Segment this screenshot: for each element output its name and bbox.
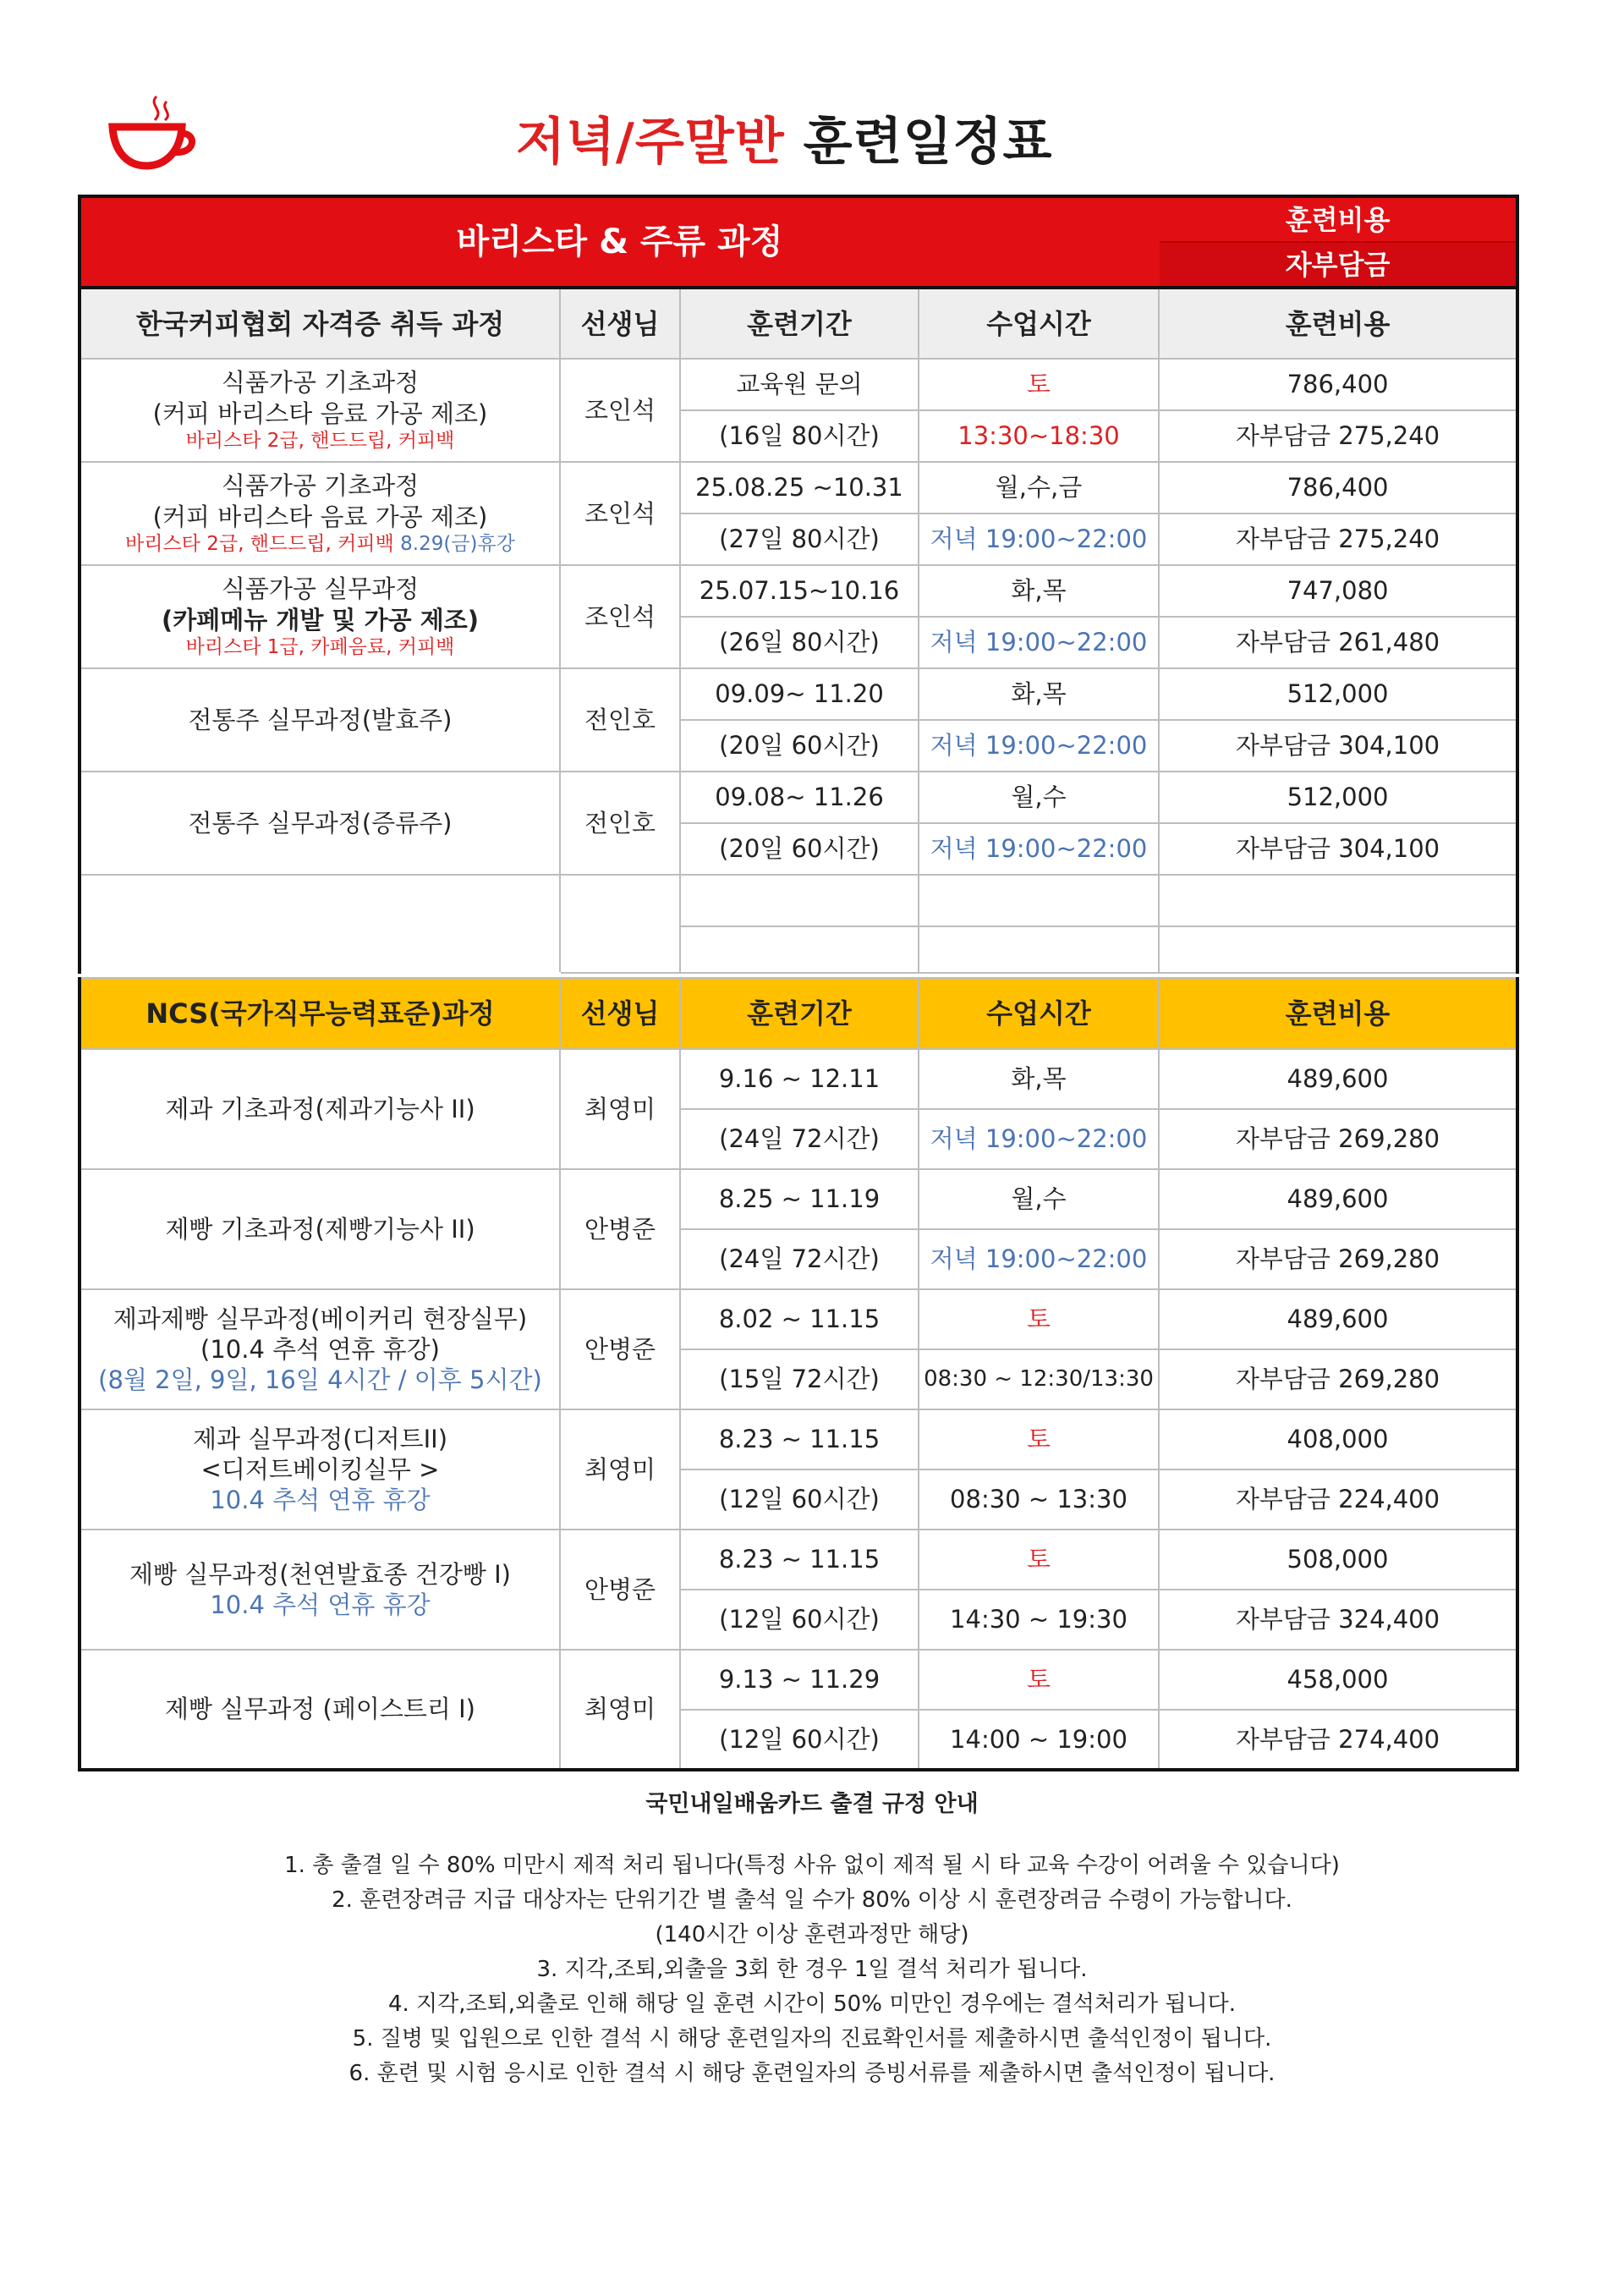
cost: 786,400 <box>1159 462 1517 514</box>
self-pay: 자부담금 224,400 <box>1159 1469 1517 1530</box>
rule-item: 3. 지각,조퇴,외출을 3회 한 경우 1일 결석 처리가 됩니다. <box>536 1957 1088 1982</box>
class-day: 월,수 <box>919 772 1159 823</box>
table-row <box>80 1650 1517 1710</box>
duration: (20일 60시간) <box>680 720 919 772</box>
period: 8.02 ~ 11.15 <box>680 1289 919 1349</box>
teacher: 전인호 <box>560 772 680 875</box>
teacher: 전인호 <box>560 668 680 772</box>
class-day: 토 <box>919 359 1159 410</box>
class-time: 08:30 ~ 12:30/13:30 <box>919 1349 1159 1409</box>
col-header-course: 한국커피협회 자격증 취득 과정 <box>80 288 560 359</box>
rule-item: 5. 질병 및 입원으로 인한 결석 시 해당 훈련일자의 진료확인서를 제출하시면 출석인정이 됩니다. <box>352 2026 1272 2052</box>
self-pay: 자부담금 324,400 <box>1159 1590 1517 1650</box>
class-day: 화,목 <box>919 668 1159 720</box>
class-day: 토 <box>919 1650 1159 1710</box>
cost: 747,080 <box>1159 565 1517 617</box>
period: 09.08~ 11.26 <box>680 772 919 823</box>
class-day: 토 <box>919 1530 1159 1590</box>
duration: (12일 60시간) <box>680 1590 919 1650</box>
col-header-cost: 훈련비용 <box>1159 978 1517 1049</box>
course-note-text: 바리스타 2급, 핸드드립, 커피백 <box>125 532 394 555</box>
col-header-period: 훈련기간 <box>680 978 919 1049</box>
course-subtitle: <디저트베이킹실무 > <box>200 1454 440 1484</box>
notice-title: 국민내일배움카드 출결 규정 안내 <box>645 1791 979 1817</box>
table-row <box>80 565 1517 617</box>
table-row <box>80 1169 1517 1229</box>
self-pay-label: 자부담금 <box>1159 242 1517 288</box>
cost: 512,000 <box>1159 668 1517 720</box>
self-pay: 자부담금 304,100 <box>1159 823 1517 875</box>
self-pay: 자부담금 275,240 <box>1159 514 1517 565</box>
self-pay: 자부담금 269,280 <box>1159 1349 1517 1409</box>
class-time: 저녁 19:00~22:00 <box>919 1109 1159 1169</box>
course-note: 10.4 추석 연휴 휴강 <box>210 1486 431 1515</box>
cost: 489,600 <box>1159 1049 1517 1109</box>
empty-cell <box>560 875 680 973</box>
class-time: 저녁 19:00~22:00 <box>919 823 1159 875</box>
course-name-cell <box>80 1409 560 1530</box>
teacher: 안병준 <box>560 1530 680 1650</box>
duration: (27일 80시간) <box>680 514 919 565</box>
course-note-extra: 8.29(금)휴강 <box>400 532 515 555</box>
self-pay: 자부담금 269,280 <box>1159 1109 1517 1169</box>
col-header-teacher: 선생님 <box>560 288 680 359</box>
duration: (16일 80시간) <box>680 410 919 462</box>
empty-row <box>80 875 1517 926</box>
rule-item: 4. 지각,조퇴,외출로 인해 해당 일 훈련 시간이 50% 미만인 경우에는 결석처리가 됩니다. <box>387 1991 1236 2017</box>
teacher: 최영미 <box>560 1409 680 1530</box>
empty-cell <box>680 926 919 973</box>
table-row <box>80 1049 1517 1109</box>
course-note: 10.4 추석 연휴 휴강 <box>210 1590 431 1619</box>
cost: 512,000 <box>1159 772 1517 823</box>
teacher: 조인석 <box>560 359 680 462</box>
table-row <box>80 1289 1517 1349</box>
rule-item: (140시간 이상 훈련과정만 해당) <box>655 1922 969 1947</box>
teacher: 안병준 <box>560 1169 680 1289</box>
self-pay: 자부담금 261,480 <box>1159 617 1517 668</box>
coffee-cup-icon <box>106 93 199 173</box>
course-name: 제빵 실무과정 (페이스트리 I) <box>80 1650 560 1770</box>
course-name-cell <box>80 462 560 565</box>
period: 9.16 ~ 12.11 <box>680 1049 919 1109</box>
duration: (24일 72시간) <box>680 1109 919 1169</box>
self-pay: 자부담금 304,100 <box>1159 720 1517 772</box>
empty-cell <box>680 875 919 926</box>
duration: (15일 72시간) <box>680 1349 919 1409</box>
class-time: 저녁 19:00~22:00 <box>919 1229 1159 1289</box>
course-name: 제빵 실무과정(천연발효종 건강빵 I) <box>129 1559 512 1589</box>
course-name-cell <box>80 359 560 462</box>
course-name: 제빵 기초과정(제빵기능사 II) <box>80 1169 560 1289</box>
class-time: 14:00 ~ 19:00 <box>919 1710 1159 1770</box>
course-note <box>81 532 559 557</box>
class-day: 화,목 <box>919 565 1159 617</box>
self-pay: 자부담금 269,280 <box>1159 1229 1517 1289</box>
cost: 458,000 <box>1159 1650 1517 1710</box>
course-subtitle: (커피 바리스타 음료 가공 제조) <box>152 398 488 428</box>
class-day: 토 <box>919 1409 1159 1469</box>
period: 25.07.15~10.16 <box>680 565 919 617</box>
col-header-cost: 훈련비용 <box>1159 288 1517 359</box>
duration: (12일 60시간) <box>680 1710 919 1770</box>
page-title <box>516 102 1052 174</box>
course-name: 전통주 실무과정(발효주) <box>80 668 560 772</box>
period: 09.09~ 11.20 <box>680 668 919 720</box>
cost: 489,600 <box>1159 1289 1517 1349</box>
title-dark-part: 훈련일정표 <box>803 113 1053 172</box>
course-name: 식품가공 기초과정 <box>221 471 420 501</box>
course-note: 바리스타 2급, 핸드드립, 커피백 <box>185 429 455 452</box>
duration: (26일 80시간) <box>680 617 919 668</box>
table-row <box>80 1530 1517 1590</box>
class-time: 13:30~18:30 <box>919 410 1159 462</box>
course-name-cell <box>80 1289 560 1409</box>
cost: 489,600 <box>1159 1169 1517 1229</box>
teacher: 조인석 <box>560 565 680 668</box>
table-row <box>80 772 1517 823</box>
title-red-part: 저녁/주말반 <box>516 113 785 172</box>
section-band-title: 바리스타 & 주류 과정 <box>80 196 1159 288</box>
course-note: (8월 2일, 9일, 16일 4시간 / 이후 5시간) <box>98 1365 542 1395</box>
empty-cell <box>80 875 560 973</box>
course-name: 제과제빵 실무과정(베이커리 현장실무) <box>112 1304 528 1333</box>
cost: 508,000 <box>1159 1530 1517 1590</box>
class-day: 화,목 <box>919 1049 1159 1109</box>
course-name: 제과 실무과정(디저트II) <box>192 1424 448 1453</box>
class-day: 월,수,금 <box>919 462 1159 514</box>
empty-cell <box>1159 875 1517 926</box>
period: 8.23 ~ 11.15 <box>680 1530 919 1590</box>
empty-cell <box>919 875 1159 926</box>
col-header-course: NCS(국가직무능력표준)과정 <box>80 978 560 1049</box>
class-time: 14:30 ~ 19:30 <box>919 1590 1159 1650</box>
course-name: 식품가공 기초과정 <box>221 368 420 398</box>
course-name-cell <box>80 1530 560 1650</box>
period: 8.25 ~ 11.19 <box>680 1169 919 1229</box>
period: 교육원 문의 <box>680 359 919 410</box>
rule-item: 6. 훈련 및 시험 응시로 인한 결석 시 해당 훈련일자의 증빙서류를 제출하시면 출석인정이 됩니다. <box>348 2061 1276 2086</box>
rule-item: 1. 총 출결 일 수 80% 미만시 제적 처리 됩니다(특정 사유 없이 제적 될 시 타 교육 수강이 어려울 수 있습니다) <box>284 1853 1340 1878</box>
duration: (12일 60시간) <box>680 1469 919 1530</box>
period: 8.23 ~ 11.15 <box>680 1409 919 1469</box>
course-note: 바리스타 1급, 카페음료, 커피백 <box>185 635 455 658</box>
course-name: 제과 기초과정(제과기능사 II) <box>80 1049 560 1169</box>
self-pay: 자부담금 275,240 <box>1159 410 1517 462</box>
empty-cell <box>919 926 1159 973</box>
rule-item: 2. 훈련장려금 지급 대상자는 단위기간 별 출석 일 수가 80% 이상 시 훈련장려금 수령이 가능합니다. <box>332 1887 1292 1913</box>
cost: 408,000 <box>1159 1409 1517 1469</box>
duration: (20일 60시간) <box>680 823 919 875</box>
class-time: 저녁 19:00~22:00 <box>919 720 1159 772</box>
class-day: 월,수 <box>919 1169 1159 1229</box>
duration: (24일 72시간) <box>680 1229 919 1289</box>
self-pay: 자부담금 274,400 <box>1159 1710 1517 1770</box>
col-header-teacher: 선생님 <box>560 978 680 1049</box>
attendance-rules <box>0 1848 1624 2091</box>
table-row <box>80 462 1517 514</box>
course-name-cell <box>80 565 560 668</box>
cost: 786,400 <box>1159 359 1517 410</box>
course-subtitle: (10.4 추석 연휴 휴강) <box>200 1334 440 1364</box>
course-subtitle: (카페메뉴 개발 및 가공 제조) <box>161 605 480 634</box>
teacher: 최영미 <box>560 1049 680 1169</box>
teacher: 조인석 <box>560 462 680 565</box>
period: 9.13 ~ 11.29 <box>680 1650 919 1710</box>
period: 25.08.25 ~10.31 <box>680 462 919 514</box>
teacher: 안병준 <box>560 1289 680 1409</box>
table-row <box>80 359 1517 410</box>
barista-liquor-table <box>78 195 1519 974</box>
teacher: 최영미 <box>560 1650 680 1770</box>
table-row <box>80 1409 1517 1469</box>
cost-label: 훈련비용 <box>1159 196 1517 242</box>
class-time: 저녁 19:00~22:00 <box>919 617 1159 668</box>
col-header-period: 훈련기간 <box>680 288 919 359</box>
col-header-time: 수업시간 <box>919 288 1159 359</box>
class-time: 08:30 ~ 13:30 <box>919 1469 1159 1530</box>
col-header-time: 수업시간 <box>919 978 1159 1049</box>
course-subtitle: (커피 바리스타 음료 가공 제조) <box>152 502 488 531</box>
class-day: 토 <box>919 1289 1159 1349</box>
empty-cell <box>1159 926 1517 973</box>
ncs-table <box>78 977 1519 1771</box>
course-name: 전통주 실무과정(증류주) <box>80 772 560 875</box>
table-row <box>80 668 1517 720</box>
course-name: 식품가공 실무과정 <box>221 574 420 604</box>
class-time: 저녁 19:00~22:00 <box>919 514 1159 565</box>
